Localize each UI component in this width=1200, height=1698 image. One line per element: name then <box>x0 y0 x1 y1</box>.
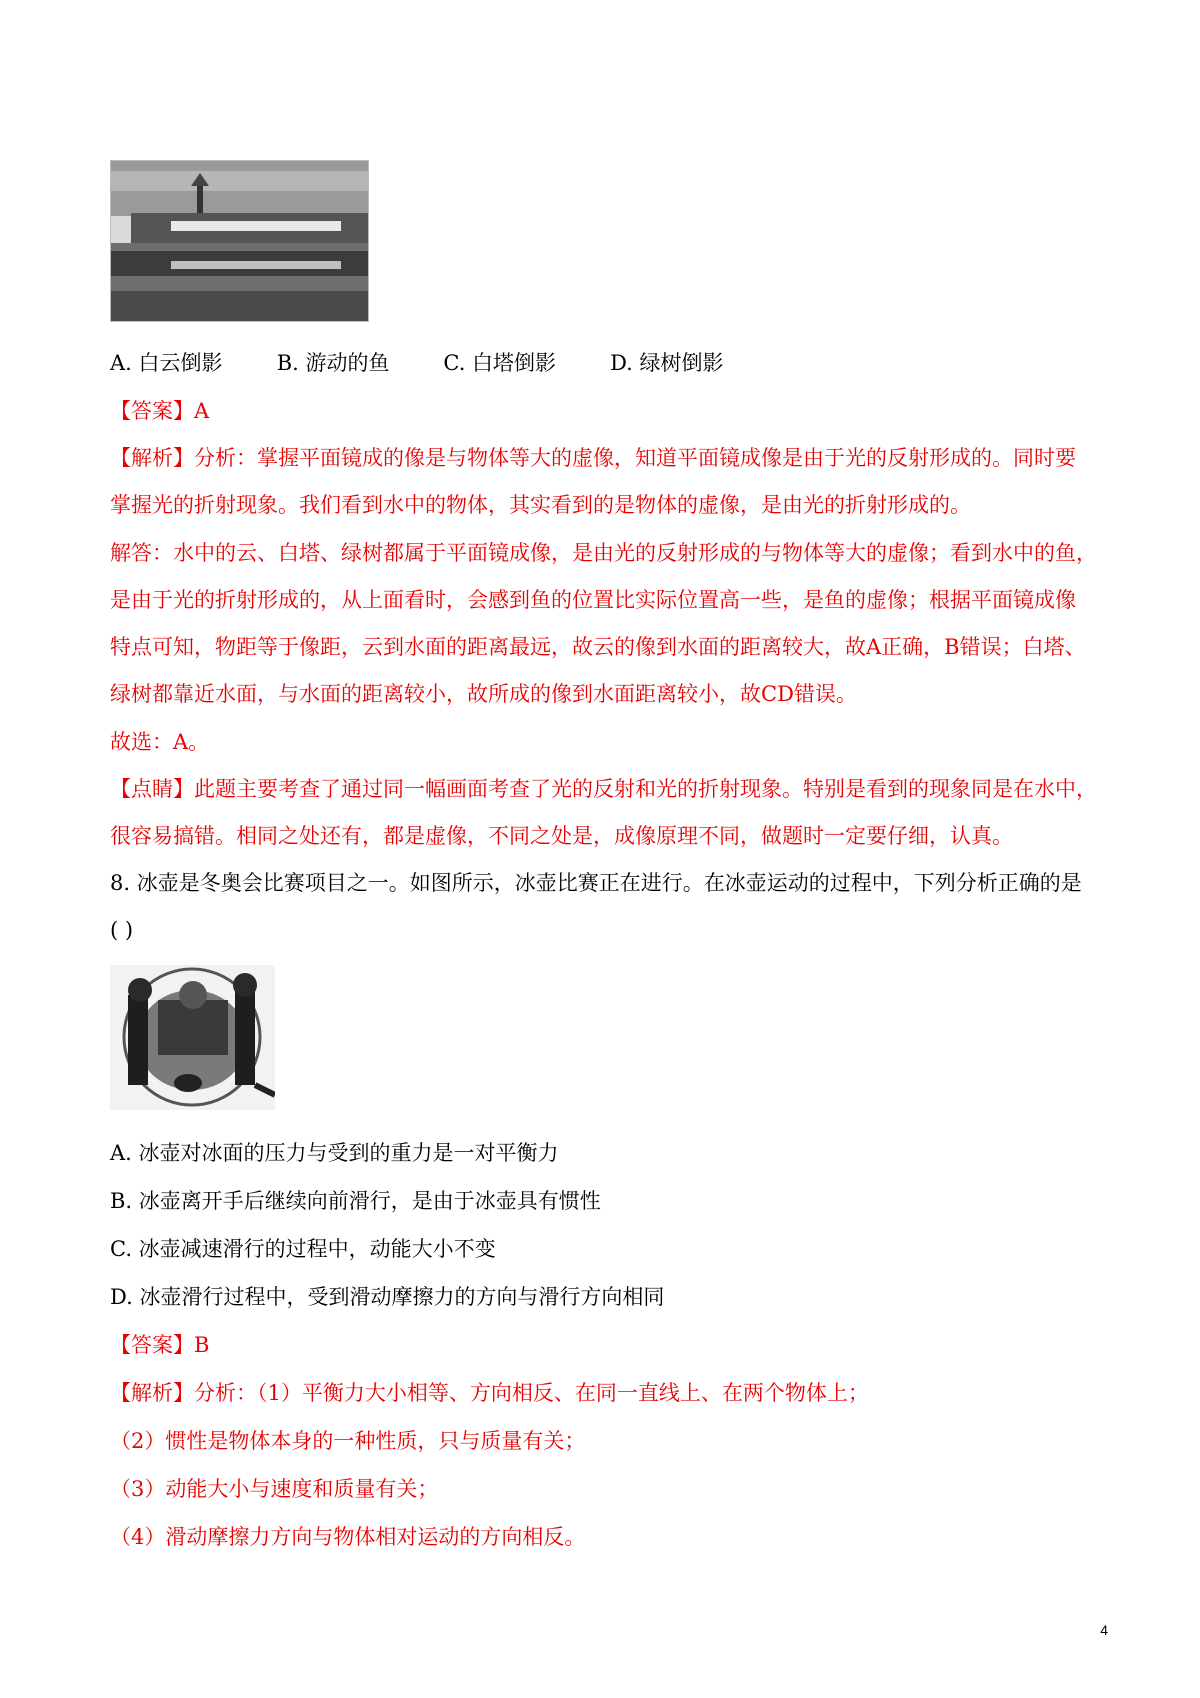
q8-stem-line1: 8. 冰壶是冬奥会比赛项目之一。如图所示，冰壶比赛正在进行。在冰壶运动的过程中，下列分析正确的是 <box>110 871 1082 895</box>
curling-photo <box>110 965 275 1110</box>
lake-reflection-photo <box>110 160 369 322</box>
q7-choice: 故选：A。 <box>110 730 210 754</box>
q7-comment-line1: 【点睛】此题主要考查了通过同一幅画面考查了光的反射和光的折射现象。特别是看到的现象同是在水中， <box>110 777 1097 801</box>
q8-option-b: B. 冰壶离开手后继续向前滑行，是由于冰壶具有惯性 <box>110 1189 601 1213</box>
q7-solution-line2: 是由于光的折射形成的，从上面看时，会感到鱼的位置比实际位置高一些，是鱼的虚像；根据平面镜成像 <box>110 588 1076 612</box>
curling-image <box>110 965 275 1110</box>
q8-answer: 【答案】B <box>110 1333 210 1357</box>
q7-options <box>110 348 1100 378</box>
q8-option-d: D. 冰壶滑行过程中，受到滑动摩擦力的方向与滑行方向相同 <box>110 1285 665 1309</box>
q7-solution-line1: 解答：水中的云、白塔、绿树都属于平面镜成像，是由光的反射形成的与物体等大的虚像；看到水中的鱼， <box>110 541 1097 565</box>
q8-option-c: C. 冰壶减速滑行的过程中，动能大小不变 <box>110 1237 496 1261</box>
q8-analysis-line4: （4）滑动摩擦力方向与物体相对运动的方向相反。 <box>110 1525 586 1549</box>
q7-solution-line4: 绿树都靠近水面，与水面的距离较小，故所成的像到水面距离较小，故CD错误。 <box>110 682 857 706</box>
q8-option-a: A. 冰壶对冰面的压力与受到的重力是一对平衡力 <box>110 1141 559 1165</box>
q8-stem-line2: ( ) <box>110 918 134 942</box>
q7-option-b: B. 游动的鱼 <box>276 351 390 375</box>
q7-analysis-line2: 掌握光的折射现象。我们看到水中的物体，其实看到的是物体的虚像，是由光的折射形成的。 <box>110 493 971 517</box>
q7-comment-line2: 很容易搞错。相同之处还有，都是虚像，不同之处是，成像原理不同，做题时一定要仔细，认真。 <box>110 824 1013 848</box>
lake-reflection-image <box>111 161 368 321</box>
q7-solution-line3: 特点可知，物距等于像距，云到水面的距离最远，故云的像到水面的距离较大，故A正确，B错误；白塔、 <box>110 635 1086 659</box>
page-number: 4 <box>1100 1622 1108 1638</box>
q8-analysis-line1: 【解析】分析：（1）平衡力大小相等、方向相反、在同一直线上、在两个物体上； <box>110 1381 869 1405</box>
q7-option-d: D. 绿树倒影 <box>610 351 724 375</box>
q8-analysis-line2: （2）惯性是物体本身的一种性质，只与质量有关； <box>110 1429 586 1453</box>
q7-option-a: A. 白云倒影 <box>110 351 223 375</box>
q7-option-c: C. 白塔倒影 <box>443 351 557 375</box>
q7-answer: 【答案】A <box>110 399 210 423</box>
q7-analysis-line1: 【解析】分析：掌握平面镜成的像是与物体等大的虚像，知道平面镜成像是由于光的反射形成的。同时要 <box>110 446 1076 470</box>
q8-analysis-line3: （3）动能大小与速度和质量有关； <box>110 1477 439 1501</box>
